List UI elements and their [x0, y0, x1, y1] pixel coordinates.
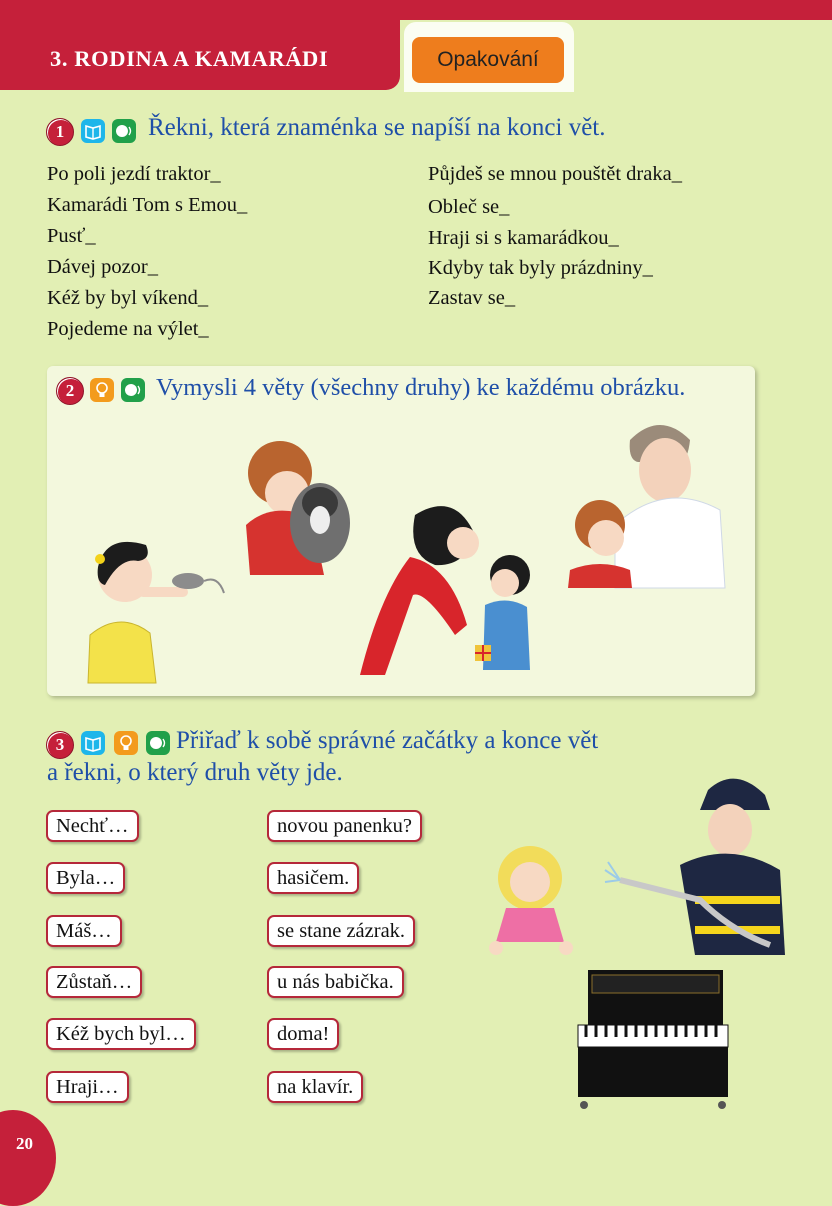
sentence-line: Zastav se_ — [428, 287, 516, 309]
sentence-line: Dávej pozor_ — [47, 256, 158, 278]
task3-instruction-line2: a řekni, o který druh věty jde. — [47, 759, 343, 786]
piano-illustration — [570, 965, 735, 1115]
boy-with-dog-illustration — [232, 425, 372, 595]
sentence-line: Po poli jezdí traktor_ — [47, 163, 221, 185]
task3-instruction-line1: Přiřaď k sobě správné začátky a konce vět — [176, 727, 599, 754]
girl-with-mouse-illustration — [60, 515, 230, 685]
beginning-card[interactable]: Zůstaň… — [46, 966, 142, 998]
beginning-card[interactable]: Máš… — [46, 915, 122, 947]
page-number-badge — [0, 1110, 56, 1206]
ending-card[interactable]: se stane zázrak. — [267, 915, 415, 947]
sentence-line: Kéž by byl víkend_ — [47, 287, 209, 309]
sentence-line: Kdyby tak byly prázdniny_ — [428, 257, 653, 279]
beginning-card[interactable]: Hraji… — [46, 1071, 129, 1103]
beginning-card[interactable]: Nechť… — [46, 810, 139, 842]
page-number: 20 — [16, 1134, 33, 1153]
speech-icon — [112, 119, 136, 143]
mother-and-girl-illustration — [355, 495, 555, 685]
father-and-son-illustration — [560, 410, 745, 590]
speech-icon — [121, 378, 145, 402]
task-number-2: 2 — [56, 377, 84, 405]
ending-card[interactable]: na klavír. — [267, 1071, 363, 1103]
sentence-line: Pusť_ — [47, 225, 96, 247]
beginning-card[interactable]: Byla… — [46, 862, 125, 894]
book-icon — [81, 731, 105, 755]
doll-illustration — [478, 838, 583, 958]
task-number-1: 1 — [46, 118, 74, 146]
ending-card[interactable]: novou panenku? — [267, 810, 422, 842]
lightbulb-icon — [114, 731, 138, 755]
sentence-line: Pojedeme na výlet_ — [47, 318, 209, 340]
tab-opakovani[interactable]: Opakování — [412, 37, 564, 83]
lightbulb-icon — [90, 378, 114, 402]
task1-instruction: Řekni, která znaménka se napíší na konci vět. — [148, 114, 606, 141]
ending-card[interactable]: doma! — [267, 1018, 339, 1050]
sentence-line: Kamarádi Tom s Emou_ — [47, 194, 248, 216]
speech-icon — [146, 731, 170, 755]
chapter-title: 3. RODINA A KAMARÁDI — [50, 46, 329, 71]
task-number-3: 3 — [46, 731, 74, 759]
beginning-card[interactable]: Kéž bych byl… — [46, 1018, 196, 1050]
ending-card[interactable]: u nás babička. — [267, 966, 404, 998]
sentence-line: Půjdeš se mnou pouštět draka_ — [428, 163, 682, 185]
task2-instruction: Vymysli 4 věty (všechny druhy) ke každému obrázku. — [156, 374, 686, 401]
chapter-banner — [0, 0, 400, 90]
book-icon — [81, 119, 105, 143]
ending-card[interactable]: hasičem. — [267, 862, 359, 894]
sentence-line: Obleč se_ — [428, 196, 510, 218]
sentence-line: Hraji si s kamarádkou_ — [428, 227, 619, 249]
firefighter-illustration — [600, 770, 790, 960]
